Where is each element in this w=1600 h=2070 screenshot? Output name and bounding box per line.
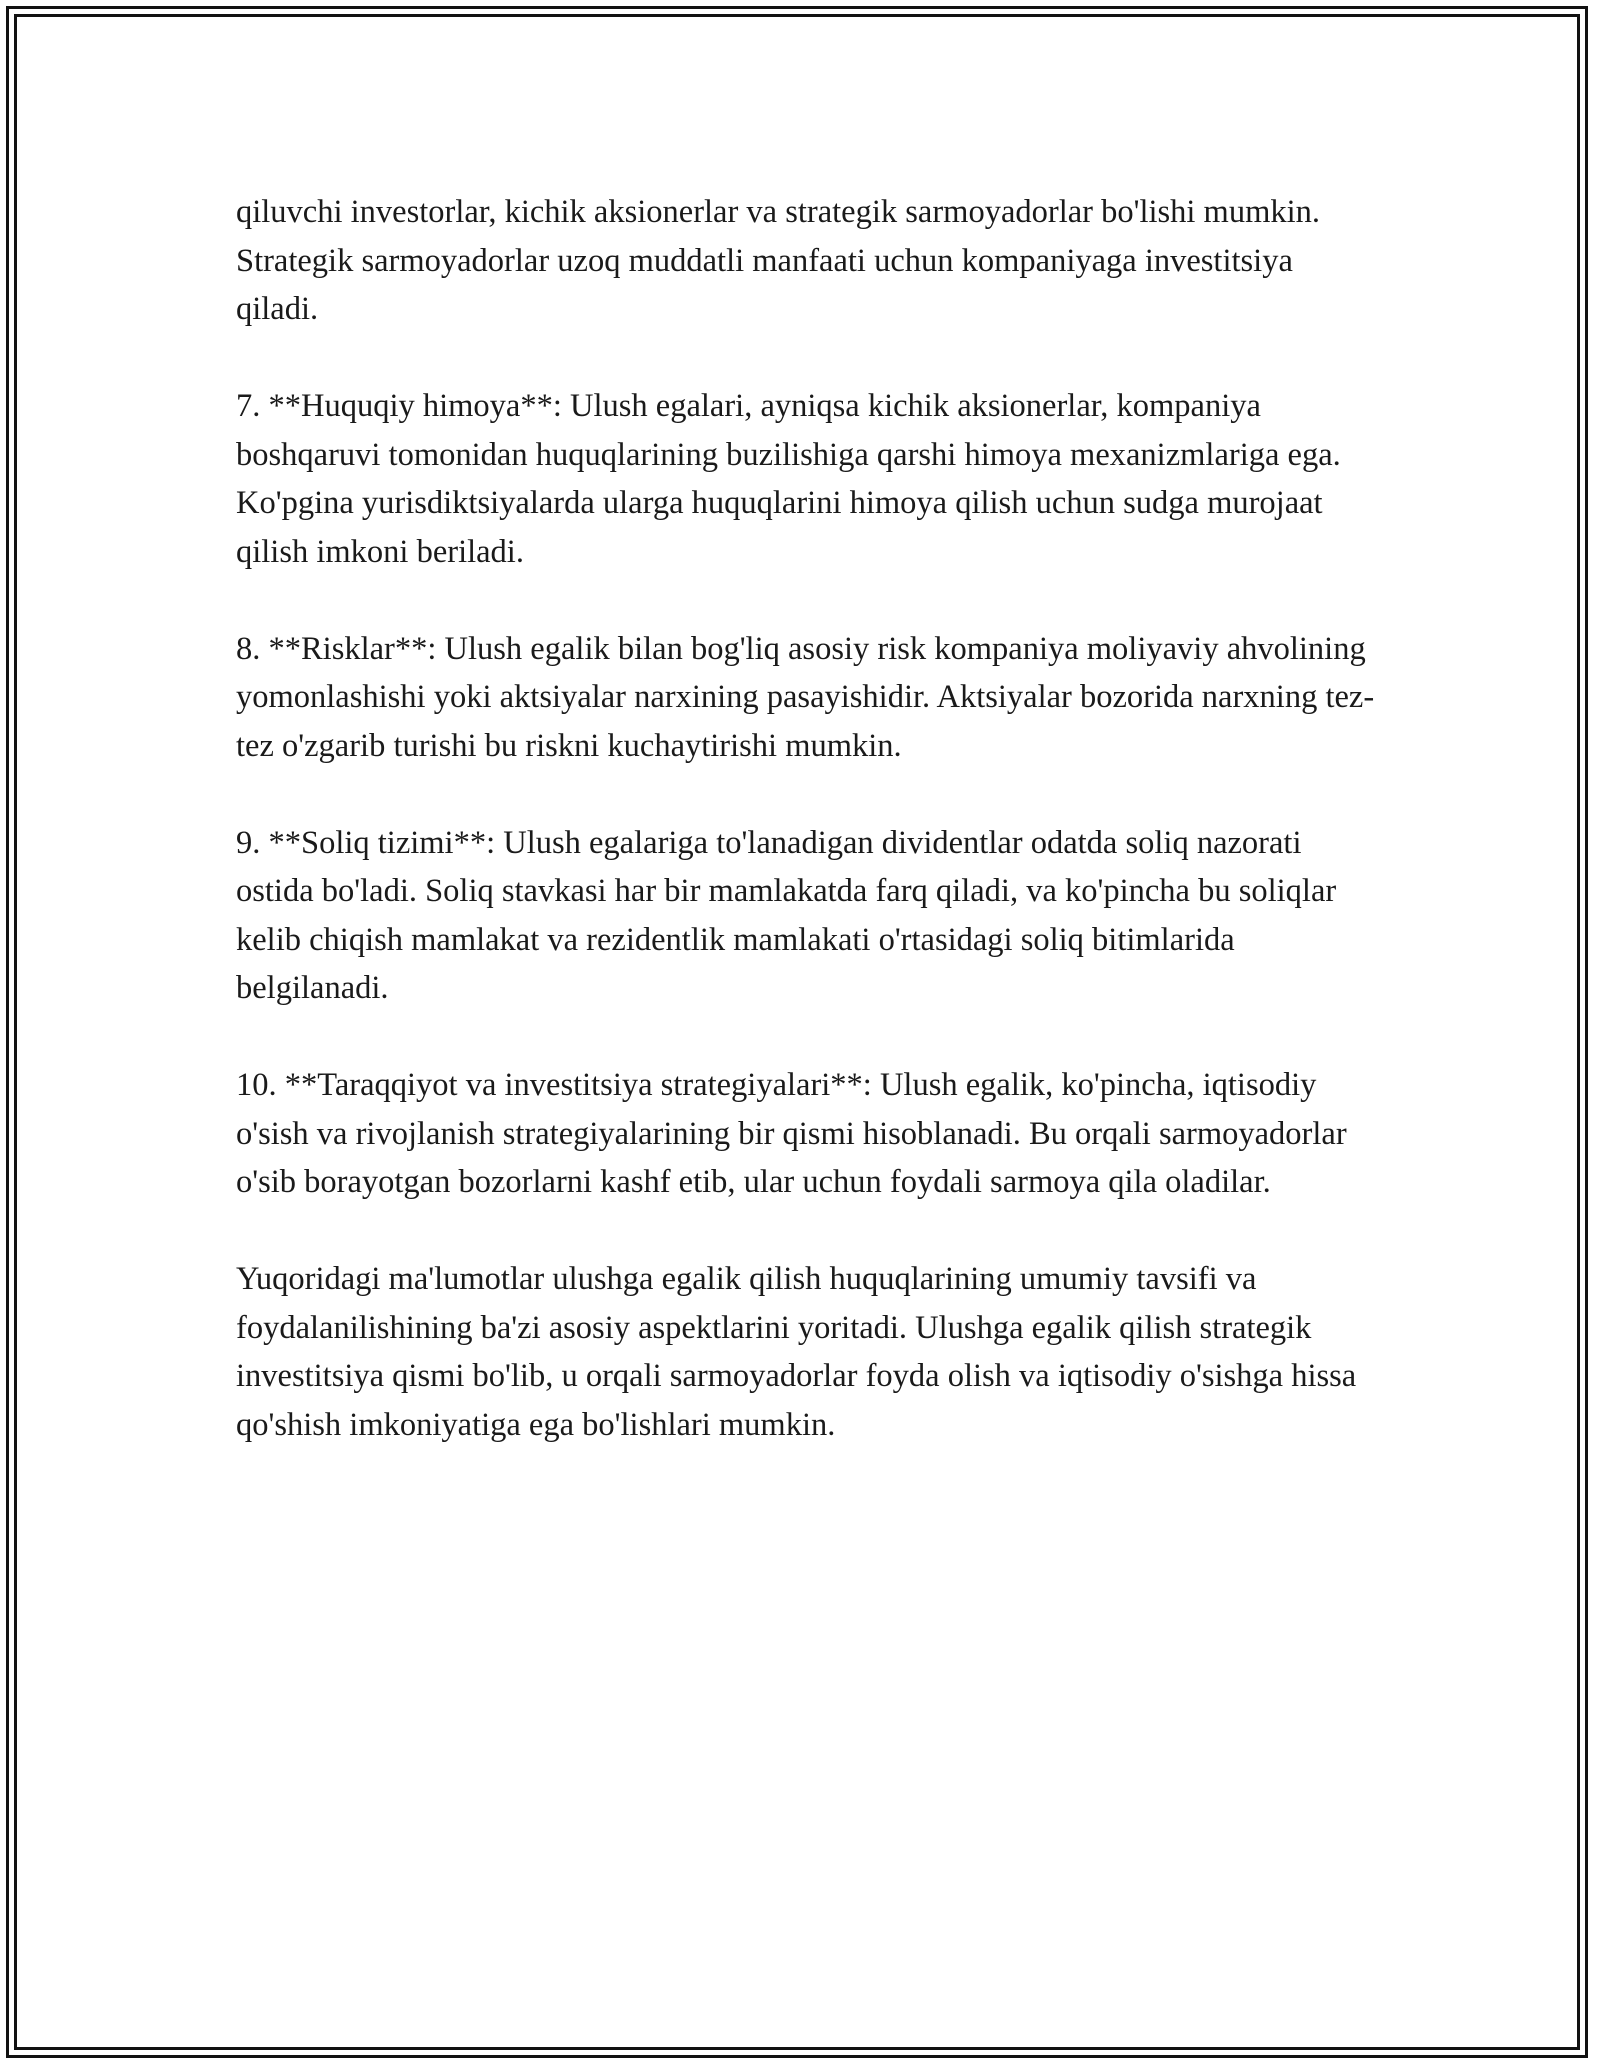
paragraph-conclusion: Yuqoridagi ma'lumotlar ulushga egalik qilish huquqlarining umumiy tavsifi va foydalanilishining ba'zi asosiy aspektlarini yoritadi. Ulushga egalik qilish strategik investitsiya qismi bo'lib, u orqali sarmoyadorlar foyda olish va iqtisodiy o'sishga hissa qo'shish imkoniyatiga ega bo'lishlari mumkin. — [236, 1261, 1357, 1443]
paragraph-intro-continuation: qiluvchi investorlar, kichik aksionerlar va strategik sarmoyadorlar bo'lishi mumkin. Strategik sarmoyadorlar uzoq muddatli manfaati uchun kompaniyaga investitsiya qiladi. — [236, 194, 1321, 327]
document-body — [236, 188, 1376, 1498]
paragraph-legal-protection: 7. **Huquqiy himoya**: Ulush egalari, ayniqsa kichik aksionerlar, kompaniya boshqaruvi tomonidan huquqlarining buzilishiga qarshi himoya mexanizmlariga ega. Ko'pgina yurisdiktsiyalarda ularga huquqlarini himoya qilish uchun sudga murojaat qilish imkoni beriladi. — [236, 388, 1341, 570]
paragraph-risks: 8. **Risklar**: Ulush egalik bilan bog'liq asosiy risk kompaniya moliyaviy ahvolining yomonlashishi yoki aktsiyalar narxining pasayishidir. Aktsiyalar bozorida narxning tez-tez o'zgarib turishi bu riskni kuchaytirishi mumkin. — [236, 630, 1375, 764]
paragraph-tax-system: 9. **Soliq tizimi**: Ulush egalariga to'lanadigan dividentlar odatda soliq nazorati ostida bo'ladi. Soliq stavkasi har bir mamlakatda farq qiladi, va ko'pincha bu soliqlar kelib chiqish mamlakat va rezidentlik mamlakati o'rtasidagi soliq bitimlarida belgilanadi. — [236, 824, 1337, 1006]
paragraph-development-strategies: 10. **Taraqqiyot va investitsiya strategiyalari**: Ulush egalik, ko'pincha, iqtisodiy o'sish va rivojlanish strategiyalarining bir qismi hisoblanadi. Bu orqali sarmoyadorlar o'sib borayotgan bozorlarni kashf etib, ular uchun foydali sarmoya qila oladilar. — [236, 1067, 1347, 1200]
